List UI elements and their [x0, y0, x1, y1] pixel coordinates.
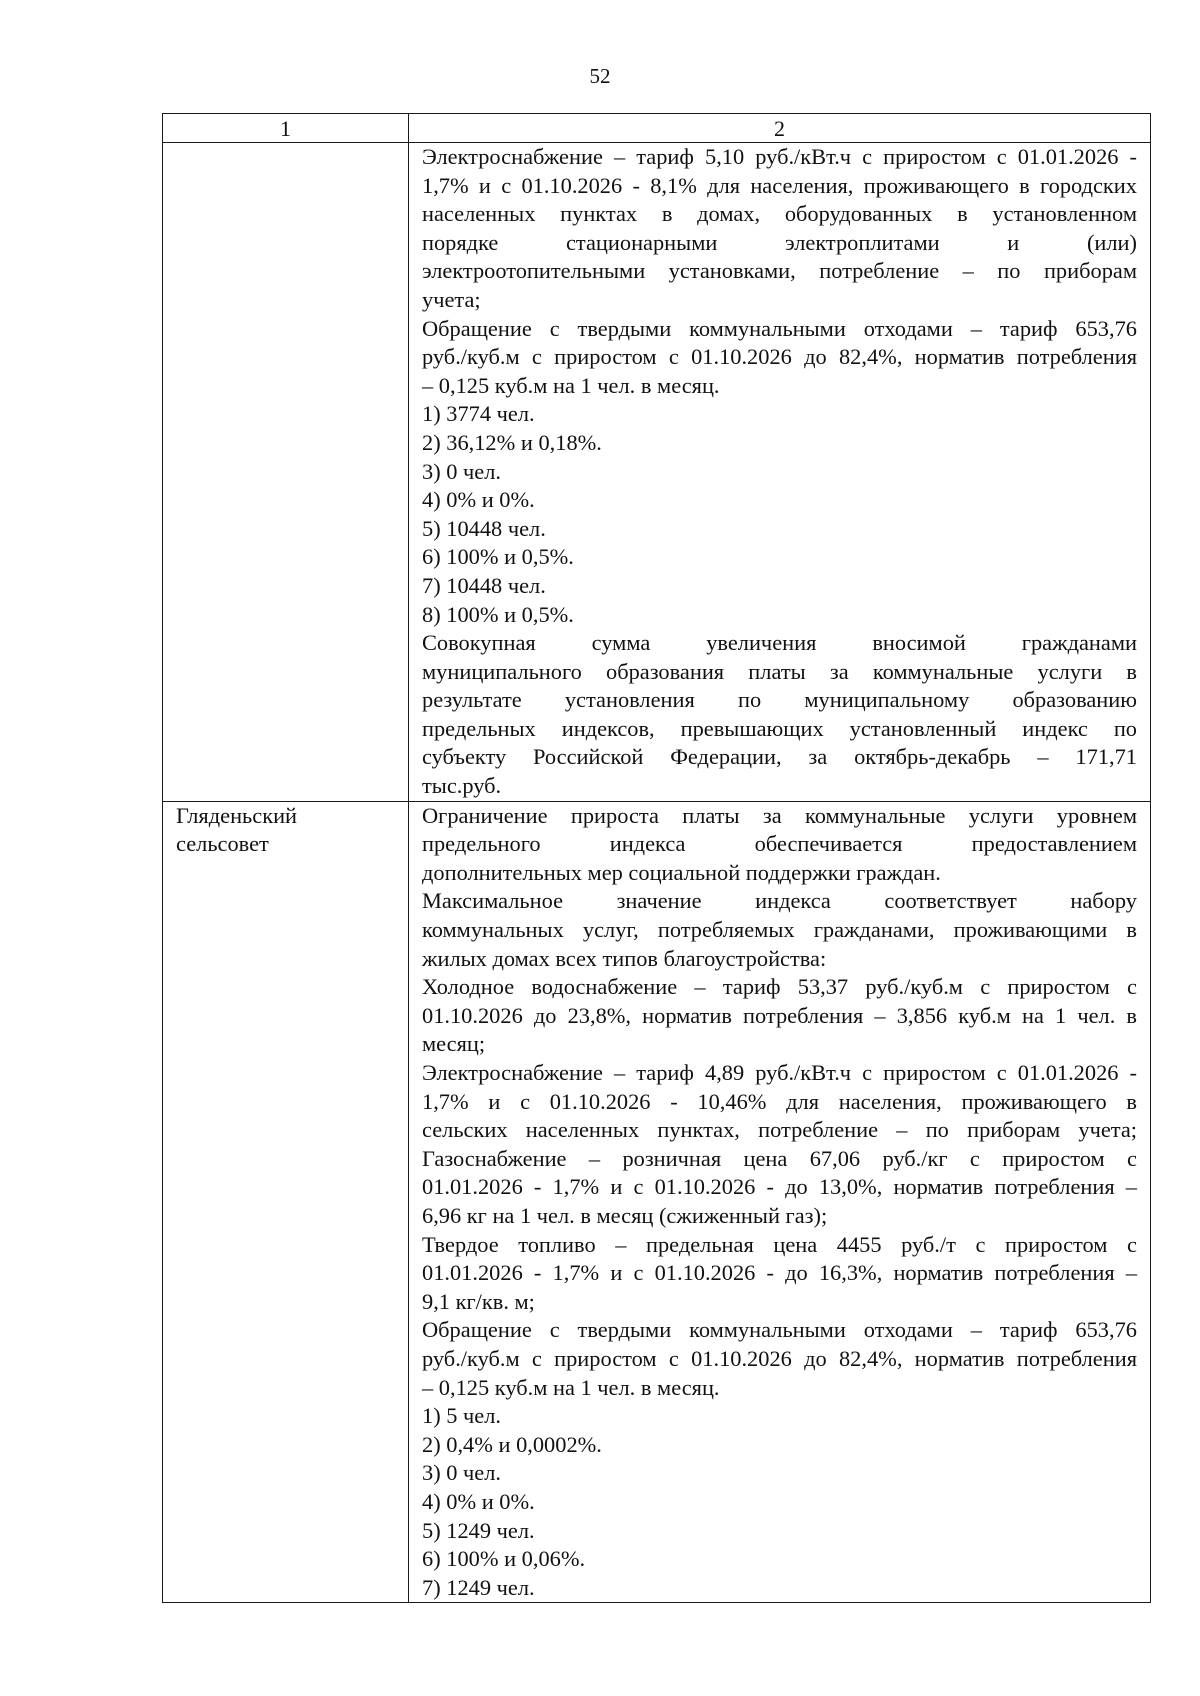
- text-line: 5) 1249 чел.: [422, 1517, 535, 1543]
- text-line: предельных индексов, превышающих установленный индекс по: [422, 715, 1137, 741]
- text-line: 1) 3774 чел.: [422, 401, 535, 427]
- description-cell: [409, 143, 1151, 802]
- text-line: Электроснабжение – тариф 5,10 руб./кВт.ч с приростом с 01.01.2026 -: [422, 144, 1137, 169]
- text-line: Совокупная сумма увеличения вносимой гражданами: [422, 630, 1137, 656]
- text-line: субъекту Российской Федерации, за октябрь-декабрь – 171,71: [422, 744, 1137, 770]
- text-line: 01.01.2026 - 1,7% и с 01.10.2026 - до 16,3%, норматив потребления –: [422, 1260, 1137, 1286]
- description-cell: [409, 801, 1151, 1603]
- text-line: Твердое топливо – предельная цена 4455 руб./т с приростом с: [422, 1231, 1137, 1257]
- table-row: [163, 143, 1151, 802]
- text-line: 01.10.2026 до 23,8%, норматив потребления – 3,856 куб.м на 1 чел. в: [422, 1002, 1137, 1028]
- text-line: 4) 0% и 0%.: [422, 1488, 535, 1514]
- text-line: 2) 0,4% и 0,0002%.: [422, 1431, 602, 1457]
- text-line: учета;: [422, 286, 481, 312]
- text-line: – 0,125 куб.м на 1 чел. в месяц.: [422, 1374, 720, 1400]
- text-line: 01.01.2026 - 1,7% и с 01.10.2026 - до 13,0%, норматив потребления –: [422, 1174, 1137, 1200]
- text-line: 5) 10448 чел.: [422, 515, 546, 541]
- text-line: 4) 0% и 0%.: [422, 487, 535, 513]
- text-line: Ограничение прироста платы за коммунальные услуги уровнем: [422, 802, 1137, 828]
- municipality-cell: [163, 143, 409, 802]
- text-line: 6) 100% и 0,5%.: [422, 544, 574, 570]
- text-line: дополнительных мер социальной поддержки граждан.: [422, 859, 941, 885]
- page-number: 52: [589, 64, 611, 88]
- municipality-name-line: Гляденьский: [176, 802, 298, 828]
- text-line: Холодное водоснабжение – тариф 53,37 руб./куб.м с приростом с: [422, 974, 1137, 1000]
- text-line: 9,1 кг/кв. м;: [422, 1288, 535, 1314]
- text-line: порядке стационарными электроплитами и (или): [422, 229, 1137, 255]
- text-line: 8) 100% и 0,5%.: [422, 601, 574, 627]
- text-line: населенных пунктах в домах, оборудованных в установленном: [422, 201, 1137, 227]
- text-line: электроотопительными установками, потребление – по приборам: [422, 258, 1137, 284]
- text-line: 1) 5 чел.: [422, 1403, 502, 1429]
- text-line: 6) 100% и 0,06%.: [422, 1546, 586, 1572]
- text-line: тыс.руб.: [422, 773, 502, 799]
- text-line: 3) 0 чел.: [422, 458, 502, 484]
- municipality-cell: [163, 801, 409, 1603]
- text-line: Максимальное значение индекса соответствует набору: [422, 888, 1137, 914]
- text-line: 3) 0 чел.: [422, 1460, 502, 1486]
- table-header-row: [163, 114, 1151, 143]
- text-line: Газоснабжение – розничная цена 67,06 руб./кг с приростом с: [422, 1145, 1137, 1171]
- text-line: сельских населенных пунктах, потребление – по приборам учета;: [422, 1117, 1137, 1143]
- text-line: 7) 10448 чел.: [422, 572, 546, 598]
- text-line: Обращение с твердыми коммунальными отходами – тариф 653,76: [422, 315, 1137, 341]
- text-line: 1,7% и с 01.10.2026 - 8,1% для населения, проживающего в городских: [422, 172, 1137, 198]
- column-header-2: 2: [409, 114, 1151, 143]
- text-line: коммунальных услуг, потребляемых гражданами, проживающими в: [422, 917, 1137, 943]
- text-line: 7) 1249 чел.: [422, 1574, 535, 1600]
- text-line: результате установления по муниципальному образованию: [422, 687, 1137, 713]
- text-line: 2) 36,12% и 0,18%.: [422, 429, 602, 455]
- text-line: – 0,125 куб.м на 1 чел. в месяц.: [422, 372, 720, 398]
- text-line: жилых домах всех типов благоустройства:: [422, 945, 827, 971]
- text-line: предельного индекса обеспечивается предоставлением: [422, 831, 1137, 857]
- text-line: месяц;: [422, 1031, 486, 1057]
- text-line: Обращение с твердыми коммунальными отходами – тариф 653,76: [422, 1317, 1137, 1343]
- text-line: Электроснабжение – тариф 4,89 руб./кВт.ч с приростом с 01.01.2026 -: [422, 1060, 1137, 1085]
- municipality-name-line: сельсовет: [176, 831, 269, 857]
- table-row: [163, 801, 1151, 1603]
- tariff-table: [162, 113, 1151, 1603]
- column-header-1: 1: [163, 114, 409, 143]
- text-line: руб./куб.м с приростом с 01.10.2026 до 82,4%, норматив потребления: [422, 1345, 1137, 1371]
- text-line: руб./куб.м с приростом с 01.10.2026 до 82,4%, норматив потребления: [422, 344, 1137, 370]
- text-line: муниципального образования платы за коммунальные услуги в: [422, 658, 1137, 684]
- text-line: 1,7% и с 01.10.2026 - 10,46% для населения, проживающего в: [422, 1088, 1137, 1114]
- text-line: 6,96 кг на 1 чел. в месяц (сжиженный газ);: [422, 1202, 828, 1228]
